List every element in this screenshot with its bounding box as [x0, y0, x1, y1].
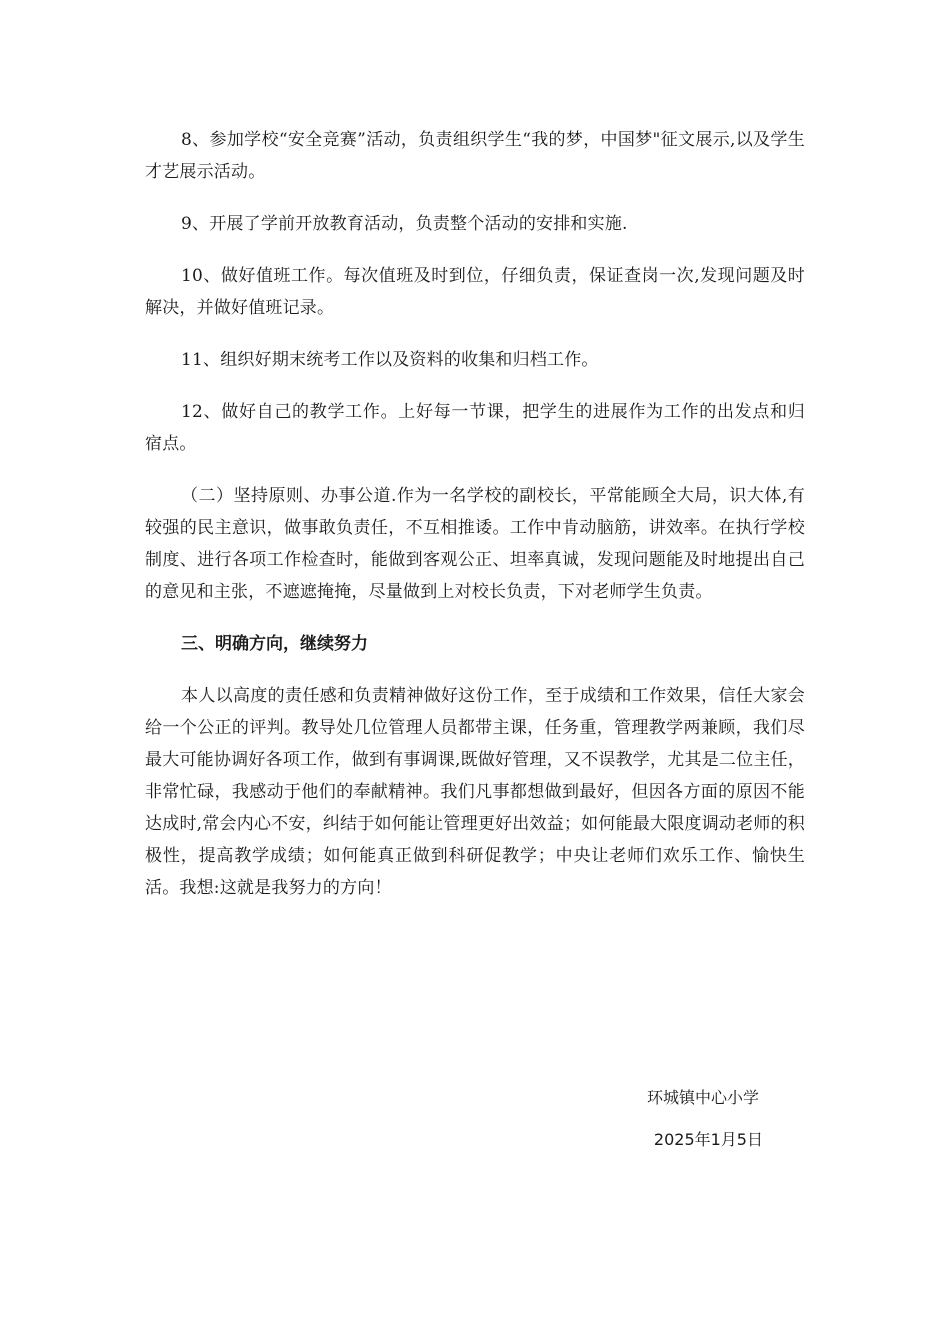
- section-heading: 三、明确方向，继续努力: [181, 634, 368, 654]
- paragraph-item-9: 9、开展了学前开放教育活动，负责整个活动的安排和实施.: [181, 214, 628, 234]
- document-body: [145, 124, 805, 924]
- paragraph-item-12: 12、做好自己的教学工作。上好每一节课，把学生的进展作为工作的出发点和归宿点。: [145, 402, 805, 454]
- paragraph-item-11: 11、组织好期末统考工作以及资料的收集和归档工作。: [181, 350, 599, 370]
- signature-organization: 环城镇中心小学: [646, 1088, 759, 1107]
- signature-date: 2025年1月5日: [653, 1130, 763, 1149]
- signature-block: [145, 1080, 805, 1158]
- closing-paragraph: 本人以高度的责任感和负责精神做好这份工作，至于成绩和工作效果，信任大家会给一个公正的评判。教导处几位管理人员都带主课，任务重，管理教学两兼顾，我们尽最大可能协调好各项工作，做到有事调课,既做好管理，又不误教学，尤其是二位主任，非常忙碌，我感动于他们的奉献精神。我们凡事都想做到最好，但因各方面的原因不能达成时,常会内心不安，纠结于如何能让管理更好出效益；如何能最大限度调动老师的积极性，提高教学成绩；如何能真正做到科研促教学；中央让老师们欢乐工作、愉快生活。我想:这就是我努力的方向！: [145, 686, 805, 898]
- paragraph-principles: （二）坚持原则、办事公道.作为一名学校的副校长，平常能顾全大局，识大体,有较强的民主意识，做事敢负责任，不互相推诿。工作中肯动脑筋，讲效率。在执行学校制度、进行各项工作检查时，能做到客观公正、坦率真诚，发现问题能及时地提出自己的意见和主张，不遮遮掩掩，尽量做到上对校长负责，下对老师学生负责。: [145, 486, 805, 602]
- paragraph-item-10: 10、做好值班工作。每次值班及时到位，仔细负责，保证查岗一次,发现问题及时解决，并做好值班记录。: [145, 266, 805, 318]
- paragraph-item-8: 8、参加学校“安全竞赛”活动，负责组织学生“我的梦，中国梦"征文展示,以及学生才艺展示活动。: [145, 130, 805, 182]
